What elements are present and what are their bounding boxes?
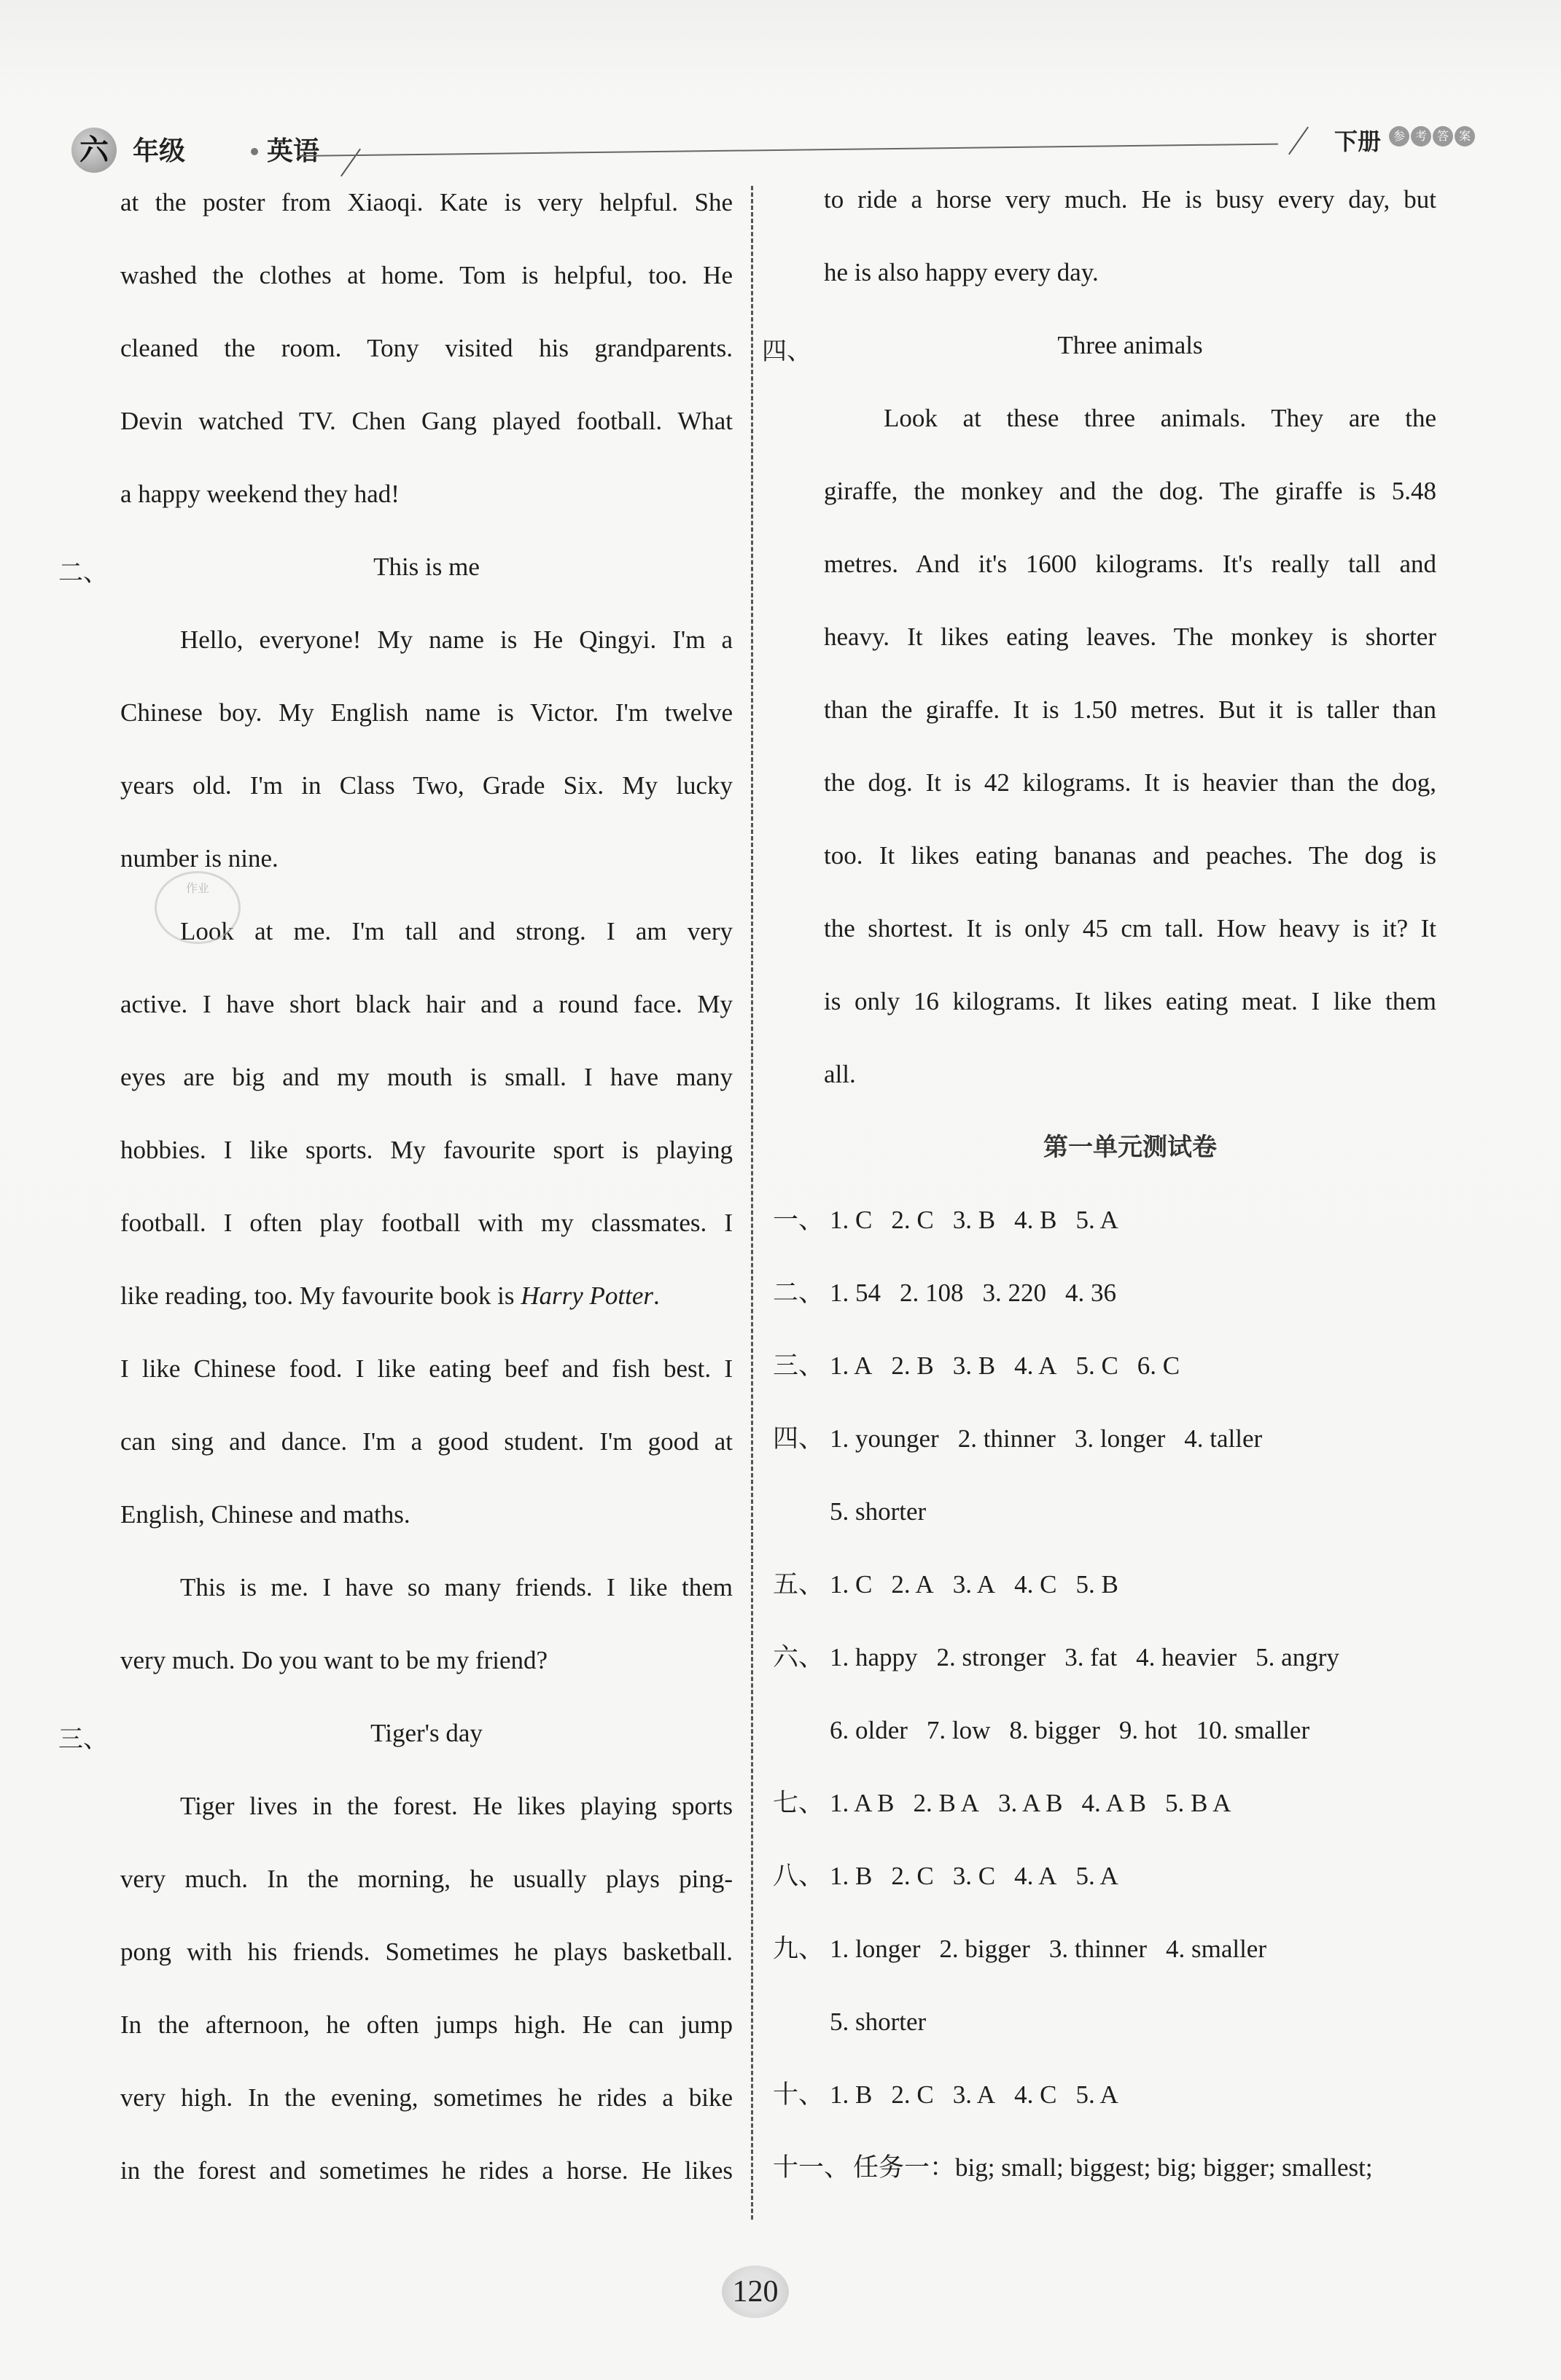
answer-section-number: 一、 <box>773 1206 825 1235</box>
answer-item: 2. B <box>891 1351 934 1380</box>
answer-item: 5. A <box>1075 1206 1118 1234</box>
answer-item: 4. taller <box>1184 1424 1263 1453</box>
answer-row <box>773 1351 1199 1381</box>
answer-item: 9. hot <box>1118 1716 1177 1744</box>
grade-badge: 六 <box>71 128 117 173</box>
answer-item: 5. C <box>1075 1351 1118 1380</box>
answer-item: 3. 220 <box>982 1279 1046 1307</box>
answer-item: 4. C <box>1014 2080 1057 2109</box>
text-line: in the forest and sometimes he rides a horse. He likes <box>120 2156 733 2185</box>
answer-item: 3. fat <box>1064 1643 1118 1671</box>
text-line: giraffe, the monkey and the dog. The giraffe is 5.48 <box>824 477 1436 505</box>
subject-label: 英语 <box>267 136 320 166</box>
text-line: cleaned the room. Tony visited his grandparents. <box>120 334 733 362</box>
answer-item: 5. B A <box>1165 1789 1231 1817</box>
answer-item: 8. bigger <box>1009 1716 1100 1744</box>
text-line: active. I have short black hair and a round face. My <box>120 990 733 1018</box>
volume-label: 下册 <box>1334 128 1382 155</box>
answer-item: 5. B <box>1075 1570 1118 1599</box>
essay-title: Tiger's day <box>370 1719 483 1747</box>
page-number: 120 <box>722 2266 789 2318</box>
text-line: pong with his friends. Sometimes he plays basketball. <box>120 1938 733 1966</box>
section-marker: 二、 <box>58 558 108 588</box>
column-divider <box>751 186 753 2220</box>
answer-item: 1. A B <box>830 1789 895 1817</box>
essay-title: Three animals <box>1057 331 1203 359</box>
answer-section-number: 二、 <box>773 1279 825 1308</box>
answer-item: 5. shorter <box>830 2008 927 2036</box>
answer-item: 3. B <box>952 1351 996 1380</box>
text-line: English, Chinese and maths. <box>120 1500 410 1529</box>
answer-item: 1. longer <box>830 1935 921 1963</box>
answer-row <box>830 2008 945 2037</box>
section-marker: 四、 <box>762 337 811 366</box>
text-line: is only 16 kilograms. It likes eating meat. I like them <box>824 987 1436 1015</box>
answer-item: 1. B <box>830 1862 873 1890</box>
text-segment: like reading, too. My favourite book is <box>120 1281 521 1310</box>
answer-item: 4. C <box>1014 1570 1057 1599</box>
text-line: all. <box>824 1060 856 1088</box>
answer-item: 2. bigger <box>939 1935 1030 1963</box>
answer-row <box>830 1497 945 1526</box>
reference-answers-badge <box>1389 126 1475 147</box>
essay-title: This is me <box>373 553 480 581</box>
text-line: at the poster from Xiaoqi. Kate is very helpful. She <box>120 188 733 216</box>
answer-item: 2. stronger <box>936 1643 1046 1671</box>
answer-item: 4. 36 <box>1065 1279 1116 1307</box>
answer-item: 1. C <box>830 1570 873 1599</box>
text-line: I like Chinese food. I like eating beef and fish best. I <box>120 1354 733 1383</box>
text-segment: . <box>653 1281 660 1310</box>
answer-item: 2. 108 <box>900 1279 964 1307</box>
text-line: very much. Do you want to be my friend? <box>120 1646 548 1674</box>
answer-row <box>773 2153 1392 2182</box>
test-title: 第一单元测试卷 <box>1043 1133 1217 1162</box>
answer-item: 4. A <box>1014 1351 1057 1380</box>
dot-separator <box>251 148 258 155</box>
answers-char: 参 <box>1389 126 1409 147</box>
grade-label: 年级 <box>133 136 186 166</box>
answers-char: 考 <box>1411 126 1431 147</box>
section-marker: 三、 <box>58 1725 108 1754</box>
answer-item: 1. happy <box>830 1643 918 1671</box>
answer-item: 2. C <box>891 1862 934 1890</box>
answer-row <box>773 2080 1137 2110</box>
answer-item: 7. low <box>926 1716 991 1744</box>
text-line: In the afternoon, he often jumps high. He can jump <box>120 2010 733 2039</box>
answer-item: 2. A <box>891 1570 934 1599</box>
header-slash <box>1288 127 1309 155</box>
text-line: Look at me. I'm tall and strong. I am very <box>180 917 733 945</box>
text-line: Devin watched TV. Chen Gang played football. What <box>120 407 733 435</box>
text-line: eyes are big and my mouth is small. I have many <box>120 1063 733 1091</box>
text-line: he is also happy every day. <box>824 258 1099 286</box>
answer-row <box>830 1716 1328 1745</box>
answer-item: 2. C <box>891 2080 934 2109</box>
answer-row <box>773 1643 1358 1672</box>
answer-item: 3. A <box>952 2080 996 2109</box>
answer-item: 1. B <box>830 2080 873 2109</box>
answer-section-number: 八、 <box>773 1862 825 1891</box>
text-line: can sing and dance. I'm a good student. I'm good at <box>120 1427 733 1456</box>
answer-item: 4. A B <box>1081 1789 1146 1817</box>
answer-item: 4. A <box>1014 1862 1057 1890</box>
answer-item: 6. C <box>1137 1351 1180 1380</box>
text-line <box>120 1281 660 1311</box>
answers-char: 答 <box>1433 126 1453 147</box>
answer-row <box>773 1206 1137 1235</box>
answer-item: 任务一：big; small; biggest; big; bigger; smallest; <box>853 2153 1373 2182</box>
answer-item: 5. A <box>1075 2080 1118 2109</box>
answer-item: 3. longer <box>1074 1424 1166 1453</box>
answer-section-number: 三、 <box>773 1351 825 1381</box>
answer-row <box>773 1279 1135 1308</box>
answer-item: 2. B A <box>913 1789 979 1817</box>
text-line: very much. In the morning, he usually plays ping- <box>120 1865 733 1893</box>
answer-item: 3. A <box>952 1570 996 1599</box>
answer-item: 1. C <box>830 1206 873 1234</box>
answer-item: 1. younger <box>830 1424 939 1453</box>
answer-row <box>773 1424 1281 1454</box>
text-line: too. It likes eating bananas and peaches. The dog is <box>824 841 1436 870</box>
text-line: Chinese boy. My English name is Victor. I'm twelve <box>120 698 733 727</box>
answer-item: 3. thinner <box>1048 1935 1147 1963</box>
text-line: metres. And it's 1600 kilograms. It's really tall and <box>824 550 1436 578</box>
text-line: the dog. It is 42 kilograms. It is heavier than the dog, <box>824 768 1436 797</box>
homework-stamp: 作业 <box>155 871 241 944</box>
answer-section-number: 十一、 <box>773 2153 850 2182</box>
text-line: years old. I'm in Class Two, Grade Six. My lucky <box>120 771 733 800</box>
text-line: to ride a horse very much. He is busy every day, but <box>824 185 1436 214</box>
answer-section-number: 五、 <box>773 1570 825 1599</box>
header-rule <box>297 144 1278 157</box>
answer-section-number: 九、 <box>773 1935 825 1964</box>
answers-char: 案 <box>1455 126 1475 147</box>
answer-section-number: 七、 <box>773 1789 825 1818</box>
answer-item: 10. smaller <box>1196 1716 1310 1744</box>
text-line: than the giraffe. It is 1.50 metres. But it is taller than <box>824 695 1436 724</box>
answer-item: 5. A <box>1075 1862 1118 1890</box>
text-line: a happy weekend they had! <box>120 480 400 508</box>
text-line: number is nine. <box>120 844 279 873</box>
answer-item: 1. A <box>830 1351 873 1380</box>
answer-item: 5. angry <box>1256 1643 1339 1671</box>
answer-item: 2. thinner <box>957 1424 1056 1453</box>
answer-item: 3. A B <box>997 1789 1063 1817</box>
answer-row <box>773 1862 1137 1891</box>
text-line: Tiger lives in the forest. He likes playing sports <box>180 1792 733 1820</box>
text-line: football. I often play football with my classmates. I <box>120 1209 733 1237</box>
answer-section-number: 十、 <box>773 2080 825 2110</box>
text-line: very high. In the evening, sometimes he rides a bike <box>120 2083 733 2112</box>
answer-row <box>773 1935 1285 1964</box>
answer-item: 3. B <box>952 1206 996 1234</box>
answer-section-number: 四、 <box>773 1424 825 1454</box>
answer-item: 2. C <box>891 1206 934 1234</box>
text-line: Look at these three animals. They are the <box>884 404 1436 432</box>
text-line: This is me. I have so many friends. I like them <box>180 1573 733 1601</box>
answer-item: 4. B <box>1014 1206 1057 1234</box>
answer-section-number: 六、 <box>773 1643 825 1672</box>
answer-item: 4. heavier <box>1136 1643 1237 1671</box>
text-line: the shortest. It is only 45 cm tall. How heavy is it? It <box>824 914 1436 943</box>
page-header <box>66 120 1471 171</box>
header-slash <box>340 149 361 177</box>
text-line: washed the clothes at home. Tom is helpful, too. He <box>120 261 733 289</box>
text-line: hobbies. I like sports. My favourite sport is playing <box>120 1136 733 1164</box>
answer-item: 5. shorter <box>830 1497 927 1526</box>
answer-item: 1. 54 <box>830 1279 881 1307</box>
text-line: Hello, everyone! My name is He Qingyi. I'm a <box>180 625 733 654</box>
answer-item: 4. smaller <box>1165 1935 1267 1963</box>
answer-item: 6. older <box>830 1716 908 1744</box>
answer-item: 3. C <box>952 1862 996 1890</box>
answer-row <box>773 1789 1250 1818</box>
text-line: heavy. It likes eating leaves. The monkey is shorter <box>824 623 1436 651</box>
answer-row <box>773 1570 1137 1599</box>
book-title: Harry Potter <box>521 1281 653 1310</box>
